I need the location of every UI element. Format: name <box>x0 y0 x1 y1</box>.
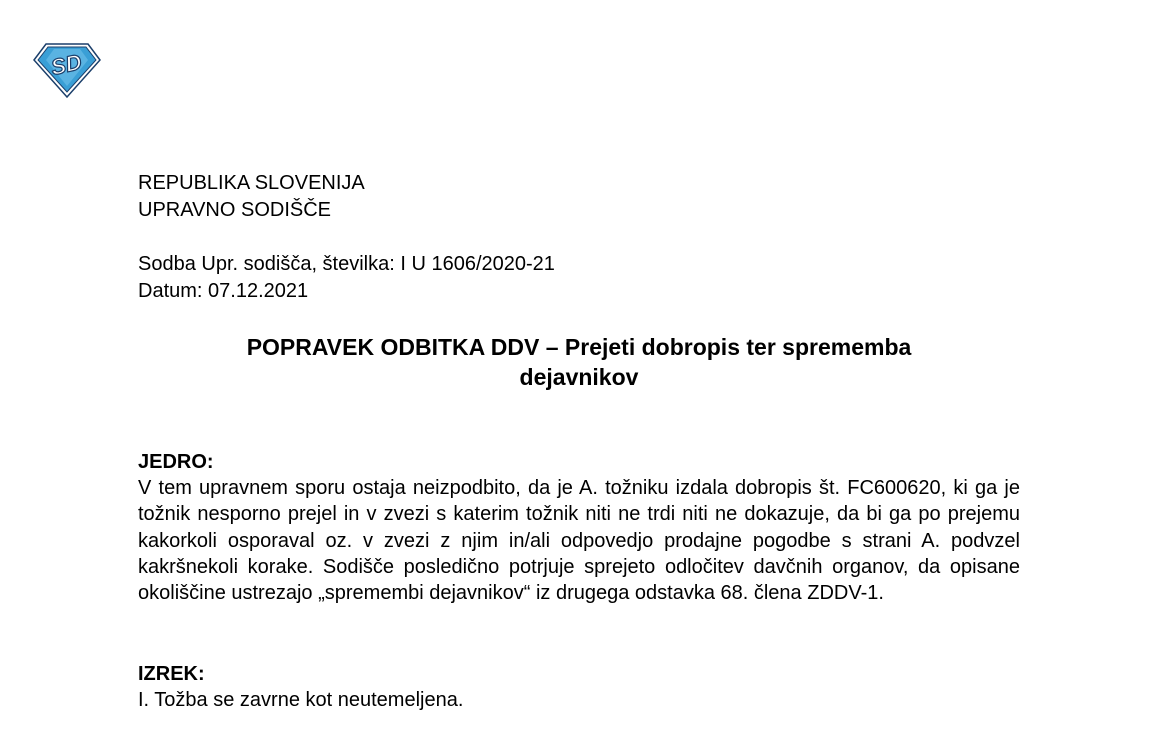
section-jedro <box>138 449 1020 606</box>
court-header <box>138 170 365 224</box>
jedro-heading: JEDRO: <box>138 451 214 473</box>
jedro-text: V tem upravnem sporu ostaja neizpodbito, da je A. tožniku izdala dobropis št. FC600620, ki ga je tožnik nesporno prejel in v zvezi s katerim tožnik niti ne trdi niti ne dokazuje, da bi ga po prejemu kakorkoli osporaval oz. v zvezi z njim in/ali odpovedjo prodajne pogodbe s strani A. podvzel kakršnekoli korake. Sodišče posledično potrjuje sprejeto odločitev davčnih organov, da opisane okoliščine ustrezajo „spremembi dejavnikov“ iz drugega odstavka 68. člena ZDDV-1. <box>138 477 1020 605</box>
header-court: UPRAVNO SODIŠČE <box>138 199 331 221</box>
logo-text: SD <box>48 49 84 80</box>
document-title <box>138 332 1020 392</box>
sd-diamond-logo-icon <box>30 40 104 100</box>
header-republic: REPUBLIKA SLOVENIJA <box>138 172 365 194</box>
title-line-2: dejavnikov <box>519 364 639 390</box>
case-number: Sodba Upr. sodišča, številka: I U 1606/2020-21 <box>138 253 555 275</box>
court-logo <box>30 40 104 100</box>
case-date: Datum: 07.12.2021 <box>138 280 309 302</box>
section-izrek <box>138 661 1020 713</box>
title-line-1: POPRAVEK ODBITKA DDV – Prejeti dobropis ter sprememba <box>246 334 912 360</box>
izrek-heading: IZREK: <box>138 663 205 685</box>
case-reference <box>138 251 555 305</box>
izrek-text: I. Tožba se zavrne kot neutemeljena. <box>138 689 464 712</box>
